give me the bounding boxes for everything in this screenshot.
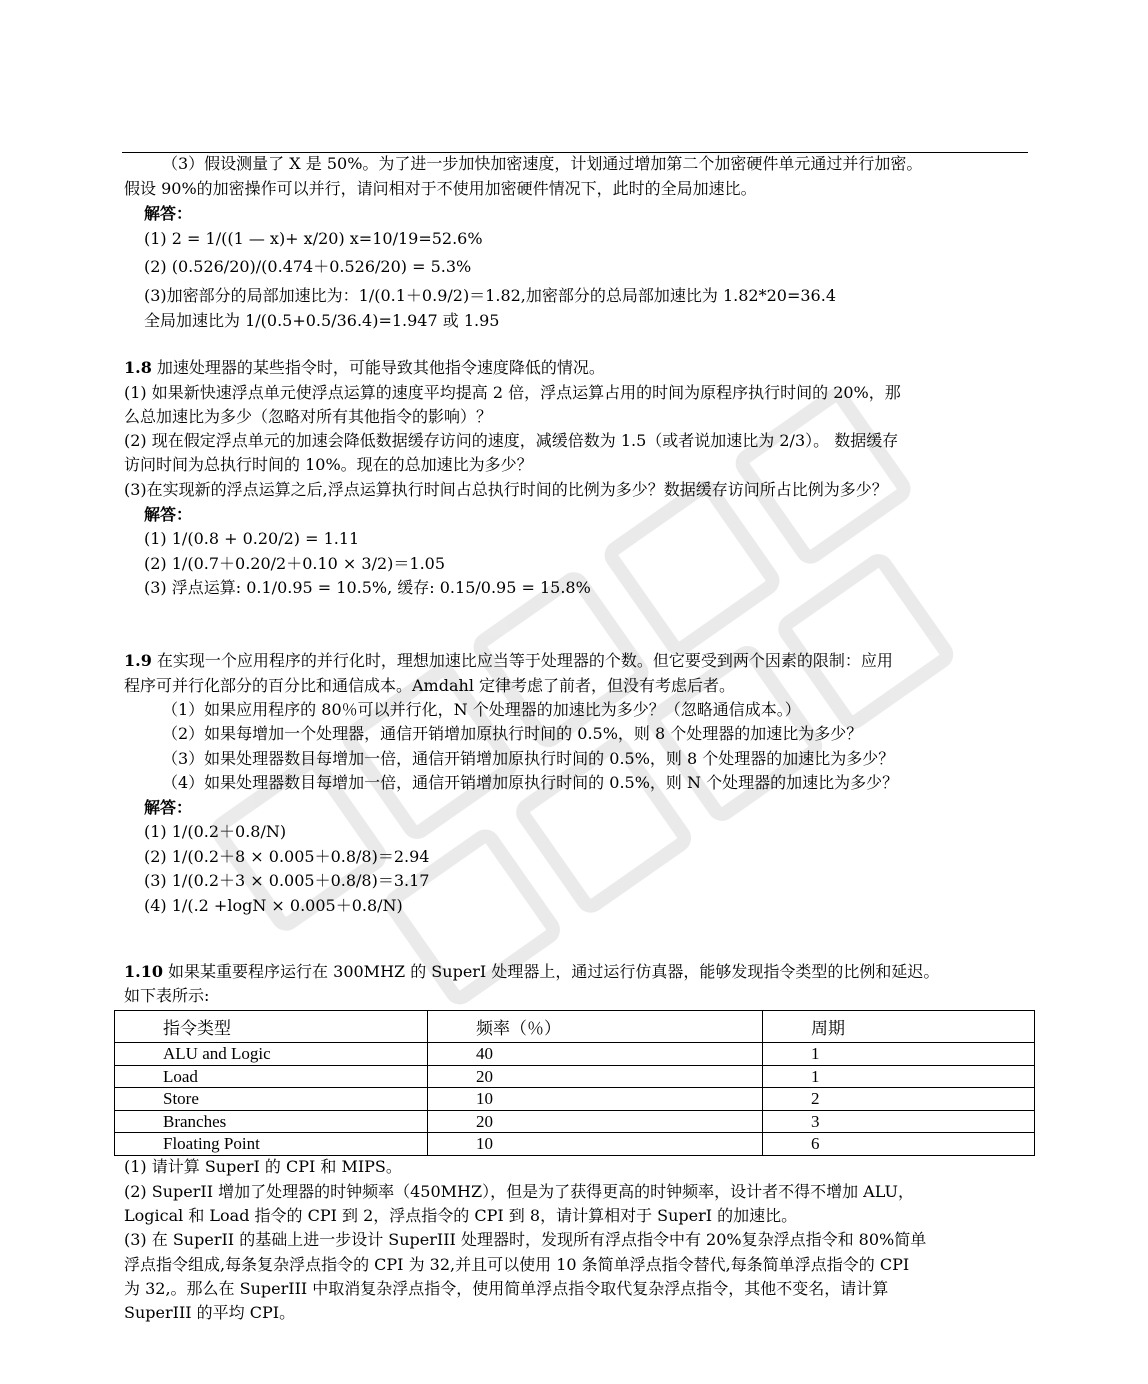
q18-title bbox=[124, 356, 605, 380]
cell-cycles: 2 bbox=[763, 1088, 1035, 1111]
cell-cycles: 1 bbox=[763, 1043, 1035, 1066]
q110-title bbox=[124, 960, 939, 984]
q17-answer-2: (2) (0.526/20)/(0.474＋0.526/20) = 5.3% bbox=[144, 257, 472, 276]
q110-number: 1.10 bbox=[124, 962, 163, 981]
q17-part3-line2: 假设 90%的加密操作可以并行，请问相对于不使用加密硬件情况下，此时的全局加速比。 bbox=[124, 179, 757, 198]
q110-line-3: Logical 和 Load 指令的 CPI 到 2，浮点指令的 CPI 到 8，请计算相对于 SuperI 的加速比。 bbox=[124, 1206, 798, 1225]
q110-line-5: 浮点指令组成,每条复杂浮点指令的 CPI 为 32,并且可以使用 10 条简单浮点指令替代,每条简单浮点指令的 CPI bbox=[124, 1255, 910, 1274]
table-header-row bbox=[115, 1011, 1035, 1043]
q18-line-5: (3)在实现新的浮点运算之后,浮点运算执行时间占总执行时间的比例为多少？数据缓存访问所占比例为多少？ bbox=[124, 480, 888, 499]
q19-answer-2: (2) 1/(0.2＋8 × 0.005＋0.8/8)＝2.94 bbox=[144, 847, 430, 866]
header-cycles: 周期 bbox=[763, 1011, 1035, 1043]
q18-line-3: (2) 现在假定浮点单元的加速会降低数据缓存访问的速度，减缓倍数为 1.5（或者说加速比为 2/3）。 数据缓存 bbox=[124, 431, 899, 450]
cell-cycles: 1 bbox=[763, 1065, 1035, 1088]
cell-frequency: 10 bbox=[428, 1088, 763, 1111]
q110-line-2: (2) SuperII 增加了处理器的时钟频率（450MHZ），但是为了获得更高的时钟频率，设计者不得不增加 ALU， bbox=[124, 1182, 914, 1201]
cell-type: Load bbox=[115, 1065, 428, 1088]
table-row bbox=[115, 1088, 1035, 1111]
cell-frequency: 10 bbox=[428, 1133, 763, 1156]
q18-title-text: 加速处理器的某些指令时，可能导致其他指令速度降低的情况。 bbox=[151, 358, 605, 377]
instruction-table bbox=[114, 1010, 1035, 1156]
table-row bbox=[115, 1133, 1035, 1156]
q19-number: 1.9 bbox=[124, 651, 152, 670]
q110-line-1: (1) 请计算 SuperI 的 CPI 和 MIPS。 bbox=[124, 1157, 402, 1176]
q18-answer-label: 解答： bbox=[144, 505, 193, 524]
q17-answer-4: 全局加速比为 1/(0.5+0.5/36.4)=1.947 或 1.95 bbox=[144, 311, 500, 330]
table-row bbox=[115, 1043, 1035, 1066]
cell-type: Store bbox=[115, 1088, 428, 1111]
table-row bbox=[115, 1110, 1035, 1133]
cell-frequency: 40 bbox=[428, 1043, 763, 1066]
q110-line-6: 为 32,。那么在 SuperIII 中取消复杂浮点指令，使用简单浮点指令取代复杂浮点指令，其他不变名，请计算 bbox=[124, 1279, 889, 1298]
q18-answer-1: (1) 1/(0.8 + 0.20/2) = 1.11 bbox=[144, 529, 360, 548]
q19-title-line2: 程序可并行化部分的百分比和通信成本。Amdahl 定律考虑了前者，但没有考虑后者。 bbox=[124, 676, 736, 695]
q18-line-4: 访问时间为总执行时间的 10%。现在的总加速比为多少？ bbox=[124, 455, 533, 474]
q18-number: 1.8 bbox=[124, 358, 152, 377]
header-frequency: 频率（％） bbox=[428, 1011, 763, 1043]
cell-cycles: 6 bbox=[763, 1133, 1035, 1156]
q110-line-4: (3) 在 SuperII 的基础上进一步设计 SuperIII 处理器时，发现所有浮点指令中有 20%复杂浮点指令和 80%简单 bbox=[124, 1230, 927, 1249]
cell-cycles: 3 bbox=[763, 1110, 1035, 1133]
q19-line-3: （3）如果处理器数目每增加一倍，通信开销增加原执行时间的 0.5%，则 8 个处理器的加速比为多少？ bbox=[162, 749, 895, 768]
q18-answer-2: (2) 1/(0.7＋0.20/2＋0.10 × 3/2)＝1.05 bbox=[144, 554, 446, 573]
q110-title-text: 如果某重要程序运行在 300MHZ 的 SuperI 处理器上，通过运行仿真器，能够发现指令类型的比例和延迟。 bbox=[162, 962, 940, 981]
q17-answer-3: (3)加密部分的局部加速比为：1/(0.1＋0.9/2)＝1.82,加密部分的总局部加速比为 1.82*20=36.4 bbox=[144, 286, 836, 305]
cell-type: Branches bbox=[115, 1110, 428, 1133]
q19-title-text: 在实现一个应用程序的并行化时，理想加速比应当等于处理器的个数。但它要受到两个因素的限制：应用 bbox=[151, 651, 893, 670]
answer-label: 解答： bbox=[144, 204, 193, 223]
q19-line-1: （1）如果应用程序的 80％可以并行化，N 个处理器的加速比为多少？（忽略通信成本。） bbox=[162, 700, 801, 719]
header-instruction-type: 指令类型 bbox=[115, 1011, 428, 1043]
q19-answer-3: (3) 1/(0.2＋3 × 0.005＋0.8/8)＝3.17 bbox=[144, 871, 430, 890]
q19-answer-4: (4) 1/(.2 +logN × 0.005＋0.8/N) bbox=[144, 896, 403, 915]
q18-answer-3: (3) 浮点运算: 0.1/0.95 = 10.5%, 缓存: 0.15/0.95 = 15.8% bbox=[144, 578, 591, 597]
cell-type: Floating Point bbox=[115, 1133, 428, 1156]
q19-line-4: （4）如果处理器数目每增加一倍，通信开销增加原执行时间的 0.5%，则 N 个处理器的加速比为多少？ bbox=[162, 773, 899, 792]
cell-frequency: 20 bbox=[428, 1110, 763, 1133]
q18-line-2: 么总加速比为多少（忽略对所有其他指令的影响）？ bbox=[124, 407, 493, 426]
cell-type: ALU and Logic bbox=[115, 1043, 428, 1066]
q110-title-line2: 如下表所示: bbox=[124, 986, 210, 1005]
q19-title bbox=[124, 649, 893, 673]
table-row bbox=[115, 1065, 1035, 1088]
q19-line-2: （2）如果每增加一个处理器，通信开销增加原执行时间的 0.5%，则 8 个处理器的加速比为多少？ bbox=[162, 724, 863, 743]
q110-line-7: SuperIII 的平均 CPI。 bbox=[124, 1303, 296, 1322]
q19-answer-label: 解答： bbox=[144, 798, 193, 817]
cell-frequency: 20 bbox=[428, 1065, 763, 1088]
q19-answer-1: (1) 1/(0.2＋0.8/N) bbox=[144, 822, 287, 841]
q17-answer-1: (1) 2 = 1/((1 — x)+ x/20) x=10/19=52.6% bbox=[144, 229, 483, 248]
q17-part3-line1: （3）假设测量了 X 是 50%。为了进一步加快加密速度，计划通过增加第二个加密硬件单元通过并行加密。 bbox=[162, 154, 923, 173]
q18-line-1: (1) 如果新快速浮点单元使浮点运算的速度平均提高 2 倍，浮点运算占用的时间为原程序执行时间的 20%，那 bbox=[124, 383, 901, 402]
